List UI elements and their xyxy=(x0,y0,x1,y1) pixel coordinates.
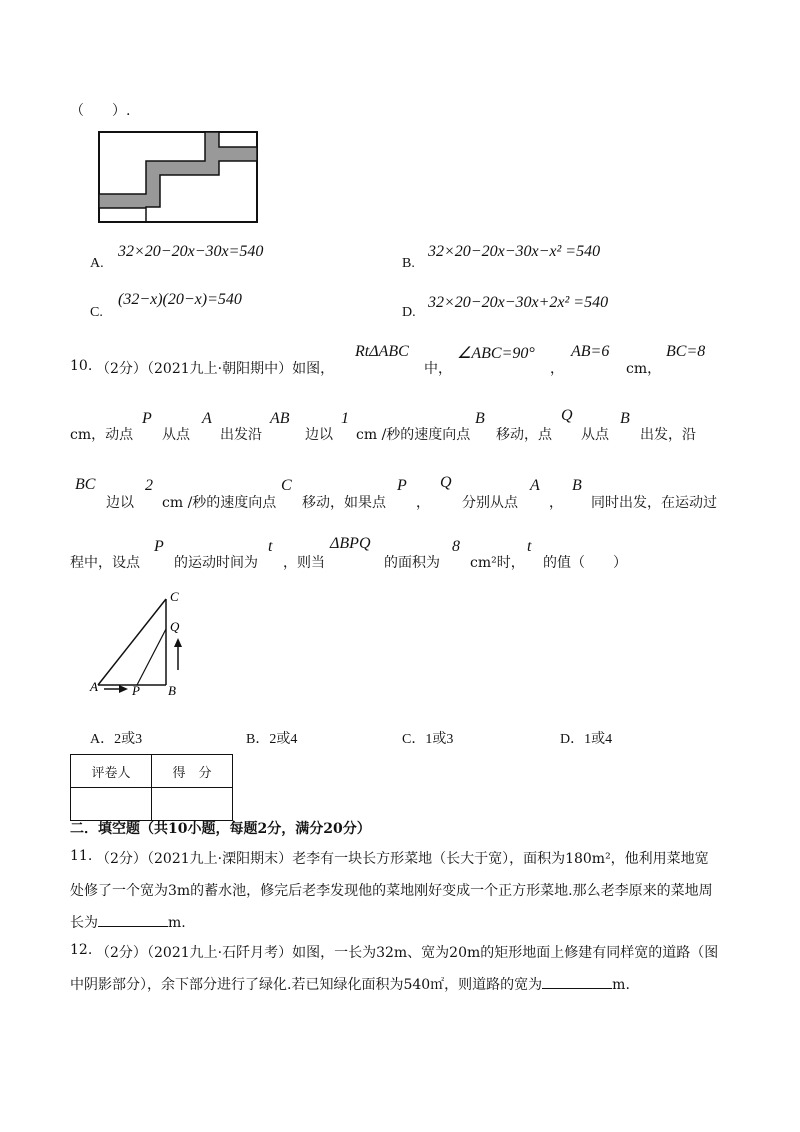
q12-answer-blank[interactable] xyxy=(542,974,612,989)
q10-text: 分别从点 xyxy=(462,495,518,511)
q11-score: （2分） xyxy=(96,851,147,867)
q10-var-p: P xyxy=(154,538,164,555)
q10-var-q: Q xyxy=(561,407,573,424)
q10-text: 同时出发，在运动过 xyxy=(591,495,717,511)
q9-option-b-letter: B. xyxy=(402,256,415,271)
q10-triangle-figure xyxy=(88,585,198,697)
q9-option-b-expr: 32×20−20x−30x−x² =540 xyxy=(428,243,601,260)
q12-line-1: （2021九上·石阡月考）如图，一长为32m、宽为20m的矩形地面上修建有同样宽的道路（图 xyxy=(140,945,719,961)
q9-option-c-letter: C. xyxy=(90,305,103,320)
q10-var-ab: AB xyxy=(270,410,290,427)
q10-angle: ∠ABC=90° xyxy=(457,345,535,362)
q10-var-bc: BC xyxy=(75,476,96,493)
side-ac xyxy=(98,599,166,685)
q10-text: 边以 xyxy=(106,495,134,511)
q10-var-t: t xyxy=(268,538,273,555)
q10-var-p: P xyxy=(142,410,152,427)
q10-var-b: B xyxy=(475,410,485,427)
label-c: C xyxy=(170,589,179,604)
q10-text: 出发，沿 xyxy=(640,427,696,443)
q10-speed-1: 1 xyxy=(341,410,349,427)
q11-line-3: 长为 m. xyxy=(70,912,186,932)
score-table xyxy=(70,754,233,821)
q10-text: ， xyxy=(550,361,564,377)
segment-pq xyxy=(137,629,166,685)
q10-var-q: Q xyxy=(440,474,452,491)
q10-text: cm /秒的速度向点 xyxy=(162,495,277,511)
label-a: A xyxy=(90,679,98,694)
grader-cell xyxy=(71,788,152,821)
score-cell xyxy=(152,788,233,821)
q10-text: 从点 xyxy=(162,427,190,443)
q10-var-t: t xyxy=(527,538,532,555)
q10-option-b: B．2或4 xyxy=(246,732,298,747)
q9-road-figure xyxy=(98,131,258,223)
q9-option-a-letter: A. xyxy=(90,256,104,271)
q10-var-a: A xyxy=(530,477,540,494)
q10-text: 的值（ ） xyxy=(543,555,627,571)
q10-text: ， xyxy=(416,495,430,511)
q10-option-d: D．1或4 xyxy=(560,732,613,747)
q10-speed-2: 2 xyxy=(145,477,153,494)
q10-text: cm， xyxy=(626,361,662,377)
q11-answer-blank[interactable] xyxy=(98,912,168,927)
q10-text: 程中，设点 xyxy=(70,555,140,571)
q10-option-c: C．1或3 xyxy=(402,732,454,747)
q10-option-a: A．2或3 xyxy=(90,732,143,747)
q10-text: 移动，点 xyxy=(496,427,552,443)
q10-var-b: B xyxy=(620,410,630,427)
q10-area-8: 8 xyxy=(452,538,460,555)
grader-header: 评卷人 xyxy=(71,755,152,788)
q10-text: 的运动时间为 xyxy=(174,555,258,571)
arrow-up-head xyxy=(174,638,182,647)
q10-var-b: B xyxy=(572,477,582,494)
q10-text: ，则当 xyxy=(283,555,325,571)
q10-triangle-bpq: ΔBPQ xyxy=(330,535,371,552)
q10-score: （2分） xyxy=(96,361,147,377)
label-q: Q xyxy=(170,619,180,634)
q10-source: （2021九上·朝阳期中）如图， xyxy=(140,361,335,377)
q10-text: 从点 xyxy=(581,427,609,443)
q9-answer-paren: （ ）. xyxy=(70,103,131,119)
q9-option-a-expr: 32×20−20x−30x=540 xyxy=(118,243,264,260)
q10-var-p: P xyxy=(397,477,407,494)
score-header: 得 分 xyxy=(152,755,233,788)
label-p: P xyxy=(132,683,140,697)
q10-var-c: C xyxy=(281,477,292,494)
q10-text: 移动，如果点 xyxy=(302,495,386,511)
q11-line-1: （2021九上·溧阳期末）老李有一块长方形菜地（长大于宽），面积为180m²，他利用菜地宽 xyxy=(140,851,709,867)
q10-number: 10. xyxy=(70,358,93,374)
section-title: 二．填空题（共10小题，每题2分，满分20分） xyxy=(70,821,371,837)
q10-text: 的面积为 xyxy=(384,555,440,571)
q12-number: 12. xyxy=(70,942,93,958)
q11-line-2: 处修了一个宽为3m的蓄水池，修完后老李发现他的菜地刚好变成一个正方形菜地.那么老李原来的菜地周 xyxy=(70,883,713,899)
q9-option-d-letter: D. xyxy=(402,305,416,320)
q9-option-c-expr: (32−x)(20−x)=540 xyxy=(118,291,242,308)
q12-line-2: 中阴影部分），余下部分进行了绿化.若已知绿化面积为540㎡，则道路的宽为 m. xyxy=(70,974,630,994)
q9-option-d-expr: 32×20−20x−30x+2x² =540 xyxy=(428,294,609,311)
q10-ab-length: AB=6 xyxy=(571,343,610,360)
q10-text: ， xyxy=(549,495,563,511)
q10-rt-triangle: RtΔABC xyxy=(355,343,409,360)
q10-bc-length: BC=8 xyxy=(666,343,706,360)
q10-text: 边以 xyxy=(305,427,333,443)
q10-text: cm，动点 xyxy=(70,427,134,443)
label-b: B xyxy=(168,683,176,697)
q10-text: cm²时， xyxy=(470,555,525,571)
arrow-right-head xyxy=(119,685,128,693)
q12-score: （2分） xyxy=(96,945,147,961)
q11-number: 11. xyxy=(70,848,93,864)
q10-text: 中， xyxy=(424,361,452,377)
q10-text: 出发沿 xyxy=(220,427,262,443)
q10-var-a: A xyxy=(202,410,212,427)
q10-text: cm /秒的速度向点 xyxy=(356,427,471,443)
